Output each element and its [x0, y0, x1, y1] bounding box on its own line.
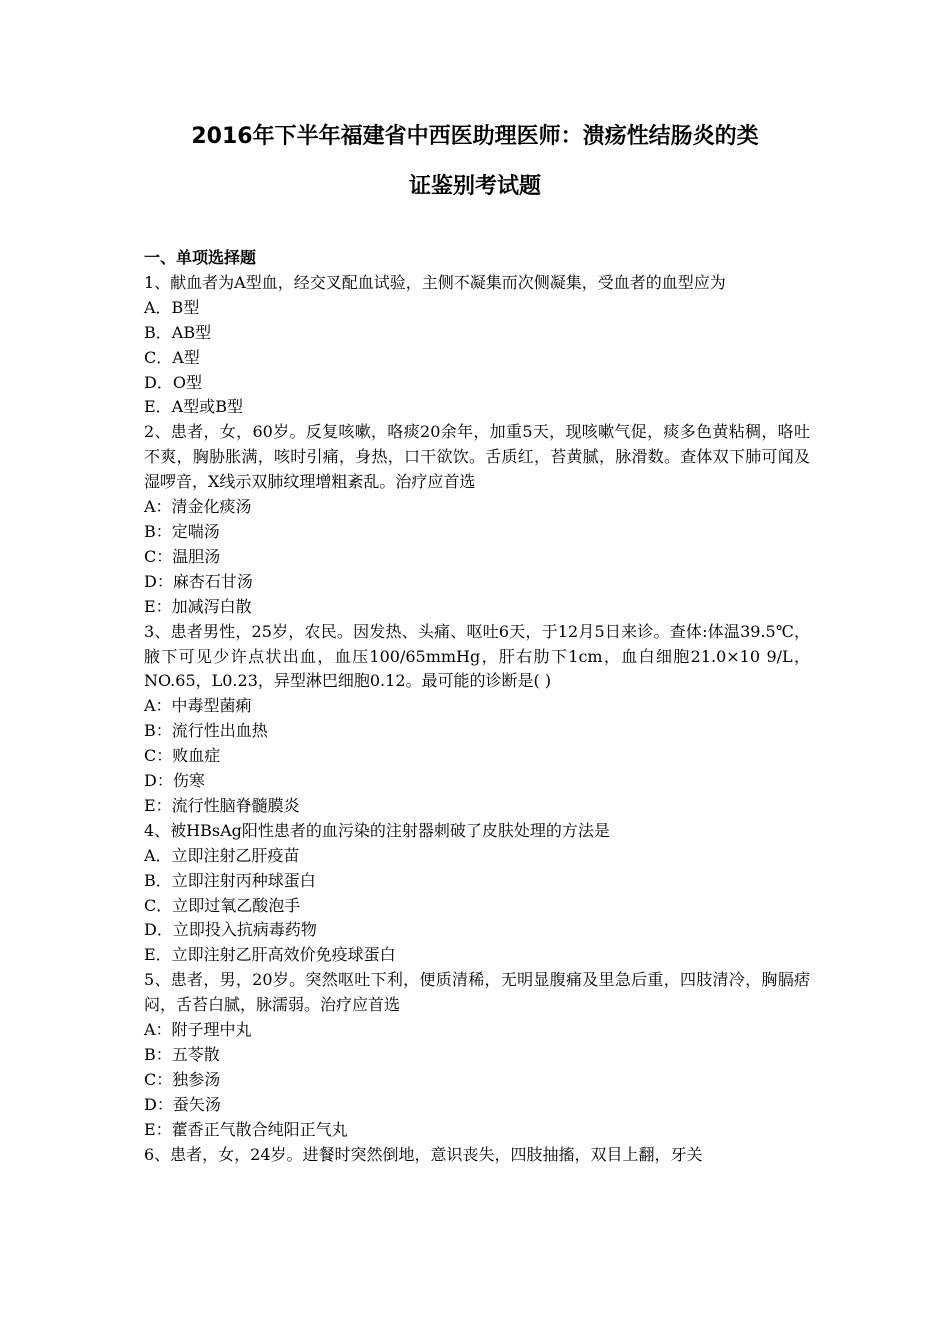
- question-3: [144, 620, 810, 819]
- option-b: B：五苓散: [144, 1045, 220, 1064]
- option-d: D：伤寒: [144, 771, 205, 791]
- question-stem: 4、被HBsAg阳性患者的血污染的注射器刺破了皮肤处理的方法是: [144, 820, 610, 840]
- option-a: A：中毒型菌痢: [144, 696, 252, 716]
- question-2: [144, 420, 810, 619]
- option-b: B：流行性出血热: [144, 721, 268, 741]
- question-5: [144, 968, 810, 1142]
- option-c: C：独参汤: [144, 1069, 221, 1089]
- option-e: E．A型或B型: [144, 397, 243, 417]
- option-b: B：定喘汤: [144, 521, 220, 541]
- option-a: A：清金化痰汤: [144, 497, 252, 517]
- question-stem: 2、患者，女，60岁。反复咳嗽，咯痰20余年，加重5天，现咳嗽气促，痰多色黄粘稠，咯吐不爽，胸胁胀满，咳时引痛，身热，口干欲饮。舌质红，苔黄腻，脉滑数。查体双下肺可闻及湿啰音，X线示双肺纹理增粗紊乱。治疗应首选: [144, 422, 810, 492]
- option-b: B．立即注射丙种球蛋白: [144, 870, 316, 890]
- option-e: E：加减泻白散: [144, 596, 252, 616]
- option-d: D．立即投入抗病毒药物: [144, 920, 317, 940]
- document-title-line-2: 证鉴别考试题: [408, 174, 541, 199]
- option-d: D：蚕矢汤: [144, 1094, 221, 1114]
- option-c: C：败血症: [144, 746, 221, 766]
- question-4: [144, 819, 810, 968]
- document-title-line-1: 2016年下半年福建省中西医助理医师：溃疡性结肠炎的类: [191, 124, 759, 149]
- option-e: E．立即注射乙肝高效价免疫球蛋白: [144, 945, 396, 965]
- option-a: A：附子理中丸: [144, 1020, 252, 1040]
- question-stem: 1、献血者为A型血，经交叉配血试验，主侧不凝集而次侧凝集，受血者的血型应为: [144, 272, 726, 292]
- option-c: C．立即过氧乙酸泡手: [144, 895, 301, 915]
- option-a: A．B型: [144, 297, 200, 317]
- option-b: B．AB型: [144, 322, 212, 342]
- question-stem: 3、患者男性，25岁，农民。因发热、头痛、呕吐6天，于12月5日来诊。查体:体温39.5℃，腋下可见少许点状出血，血压100/65mmHg，肝右肋下1cm，血白细胞21.0×10 9/L，NO.65，L0.23，异型淋巴细胞0.12。最可能的诊断是( ): [144, 621, 810, 691]
- option-c: C．A型: [144, 347, 200, 367]
- option-e: E：藿香正气散合纯阳正气丸: [144, 1119, 348, 1139]
- question-stem: 6、患者，女，24岁。进餐时突然倒地，意识丧失，四肢抽搐，双目上翻，牙关: [144, 1144, 703, 1164]
- document-body: [144, 246, 810, 1168]
- option-a: A．立即注射乙肝疫苗: [144, 845, 300, 865]
- question-6: [144, 1143, 810, 1168]
- question-stem: 5、患者，男，20岁。突然呕吐下利，便质清稀，无明显腹痛及里急后重，四肢清冷，胸膈痞闷，舌苔白腻，脉濡弱。治疗应首选: [144, 970, 810, 1015]
- question-1: [144, 271, 810, 420]
- option-d: D：麻杏石甘汤: [144, 571, 253, 591]
- option-d: D．O型: [144, 372, 202, 392]
- option-c: C：温胆汤: [144, 546, 221, 566]
- section-heading: 一、单项选择题: [144, 248, 257, 267]
- option-e: E：流行性脑脊髓膜炎: [144, 795, 300, 815]
